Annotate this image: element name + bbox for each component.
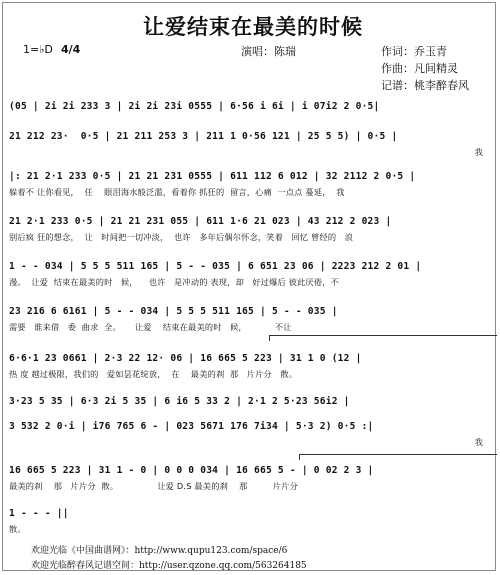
notation-line: 23 216 6 6161 | 5 - - 034 | 5 5 5 511 165 | 5 - - 035 |: [9, 306, 338, 317]
notation-line: 1 - - - ||: [9, 508, 69, 519]
lyric-line: 我: [474, 147, 483, 157]
notation-line: 16 665 5 223 | 31 1 - 0 | 0 0 0 034 | 16 665 5 - | 0 02 2 3 |: [9, 465, 374, 476]
time-signature: 4/4: [61, 43, 81, 56]
notation-line: 3 532 2 0·i | i76 765 6 - | 023 5671 176 7i34 | 5·3 2) 0·5 :|: [9, 421, 374, 432]
composer-credit: 作曲：凡间精灵: [381, 62, 458, 75]
notation-line: |: 21 2·1 233 0·5 | 21 21 231 0555 | 611 112 6 012 | 32 2112 2 0·5 |: [9, 171, 416, 182]
key-signature: 1=♭D: [23, 43, 53, 56]
song-title: 让爱结束在最美的时候: [143, 14, 363, 39]
lyric-line: 我: [474, 437, 483, 447]
footer-link-1[interactable]: 欢迎光临《中国曲谱网》：http://www.qupu123.com/space/6: [31, 546, 288, 556]
transcriber-credit: 记谱：桃李醉春风: [381, 79, 469, 92]
lyric-line: 需要 谁来借 委 曲求 全。 让爱 结束在最美的时 候， 不让: [9, 322, 292, 332]
score-sheet: [2, 2, 496, 571]
singer-credit: 演唱：陈瑞: [241, 45, 296, 58]
notation-line: 6·6·1 23 0661 | 2·3 22 12· 06 | 16 665 5 223 | 31 1 0 (12 |: [9, 353, 362, 364]
lyricist-credit: 作词：乔玉青: [381, 45, 447, 58]
notation-line: 1 - - 034 | 5 5 5 511 165 | 5 - - 035 | 6 651 23 06 | 2223 212 2 01 |: [9, 261, 422, 272]
notation-line: (05 | 2i 2i 233 3 | 2i 2i 23i 0555 | 6·56 i 6i | i 07i2 2 0·5|: [9, 101, 380, 112]
notation-line: 3·23 5 35 | 6·3 2i 5 35 | 6 i6 5 33 2 | 2·1 2 5·23 56i2 |: [9, 396, 350, 407]
volta-line: [269, 335, 497, 336]
footer-link-2[interactable]: 欢迎光临醉春风记谱空间：http://user.qzone.qq.com/563264185: [31, 561, 307, 571]
volta-line-2: [299, 454, 497, 455]
lyric-line: 散。: [9, 524, 26, 534]
lyric-line: 最美的刹 那 片片分 散。 让爱 D.S 最美的刹 那 片片分: [9, 481, 298, 491]
notation-line: 21 212 23· 0·5 | 21 211 253 3 | 211 1 0·56 121 | 25 5 5) | 0·5 |: [9, 131, 398, 142]
lyric-line: 热 度 越过极限，我们的 爱如昙花绽放， 在 最美的刹 那 片片分 散。: [9, 369, 298, 379]
volta-tick: [269, 335, 270, 341]
notation-line: 21 2·1 233 0·5 | 21 21 231 055 | 611 1·6 21 023 | 43 212 2 023 |: [9, 216, 392, 227]
volta-tick-2: [299, 454, 300, 460]
lyric-line: 别后疯 狂的想念， 让 时间把一切冲淡， 也许 多年后偶尔怀念，笑着 回忆 曾经的 浪: [9, 232, 354, 242]
lyric-line: 漫。 让爱 结束在最美的时 候， 也许 是冲动的 表现，却 好过爆后 彼此厌倦，不: [9, 277, 340, 287]
lyric-line: 躲着不 让你看见， 任 眼泪海水般泛滥，看着你 抓狂的 留言，心痛 一点点 蔓延， 我: [9, 187, 345, 197]
